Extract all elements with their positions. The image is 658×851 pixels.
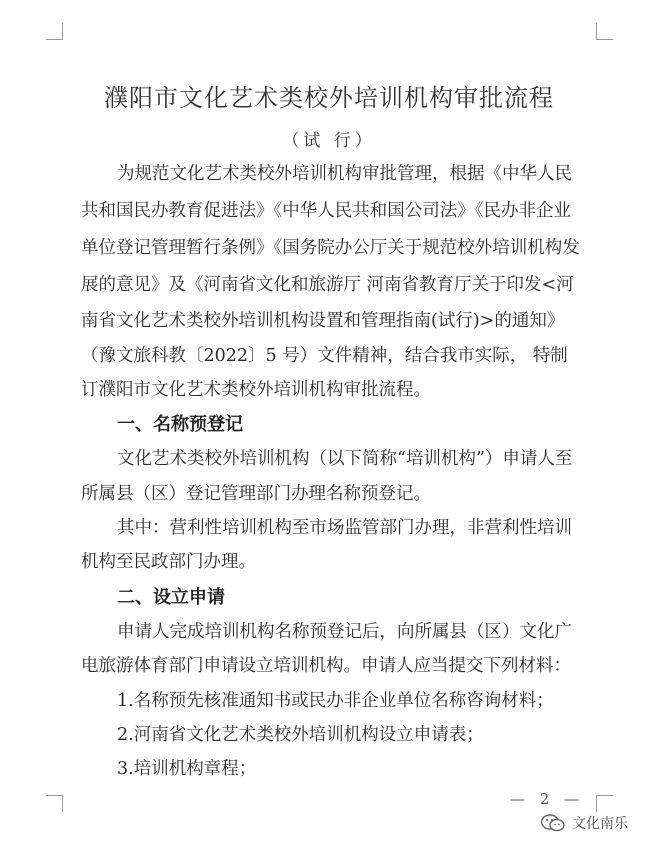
paragraph-line: 为规范文化艺术类校外培训机构审批管理，根据《中华人民: [117, 164, 572, 184]
list-item: 2.河南省文化艺术类校外培训机构设立申请表；: [117, 725, 484, 745]
paragraph-line: 南省文化艺术类校外培训机构设置和管理指南(试行)>的通知》: [81, 311, 565, 331]
paragraph-line: 文化艺术类校外培训机构（以下简称“培训机构”）申请人至: [117, 449, 573, 469]
paragraph-line: （豫文旅科教〔2022〕5 号）文件精神，结合我市实际， 特制: [81, 346, 568, 366]
watermark-text: 文化南乐: [572, 816, 628, 832]
watermark: [540, 813, 628, 833]
crop-mark-top-left: [46, 23, 63, 40]
paragraph-line: 共和国民办教育促进法》《中华人民共和国公司法》《民办非企业: [81, 201, 571, 221]
list-item: 1.名称预先核准通知书或民办非企业单位名称咨询材料；: [117, 691, 554, 711]
paragraph-line: 所属县（区）登记管理部门办理名称预登记。: [81, 484, 431, 504]
paragraph-line: 申请人完成培训机构名称预登记后，向所属县（区）文化广: [117, 622, 572, 642]
document-title: 濮阳市文化艺术类校外培训机构审批流程: [104, 84, 554, 112]
page-number: — 2 —: [510, 790, 585, 808]
crop-mark-bottom-left: [46, 795, 63, 812]
document-subtitle: （试 行）: [282, 131, 376, 151]
paragraph-line: 电旅游体育部门申请设立培训机构。申请人应当提交下列材料：: [81, 656, 571, 676]
paragraph-line: 单位登记管理暂行条例》《国务院办公厅关于规范校外培训机构发: [81, 238, 580, 258]
wechat-logo-icon: [540, 813, 566, 833]
section-heading-2: 二、设立申请: [117, 587, 225, 608]
paragraph-line: 机构至民政部门办理。: [81, 552, 256, 572]
crop-mark-bottom-right: [596, 795, 613, 812]
paragraph-line: 订濮阳市文化艺术类校外培训机构审批流程。: [81, 380, 431, 400]
paragraph-line: 展的意见》及《河南省文化和旅游厅 河南省教育厅关于印发<河: [81, 275, 574, 295]
paragraph-line: 其中：营利性培训机构至市场监管部门办理，非营利性培训: [117, 518, 572, 538]
list-item: 3.培训机构章程；: [117, 759, 257, 779]
section-heading-1: 一、名称预登记: [117, 414, 243, 435]
crop-mark-top-right: [596, 23, 613, 40]
